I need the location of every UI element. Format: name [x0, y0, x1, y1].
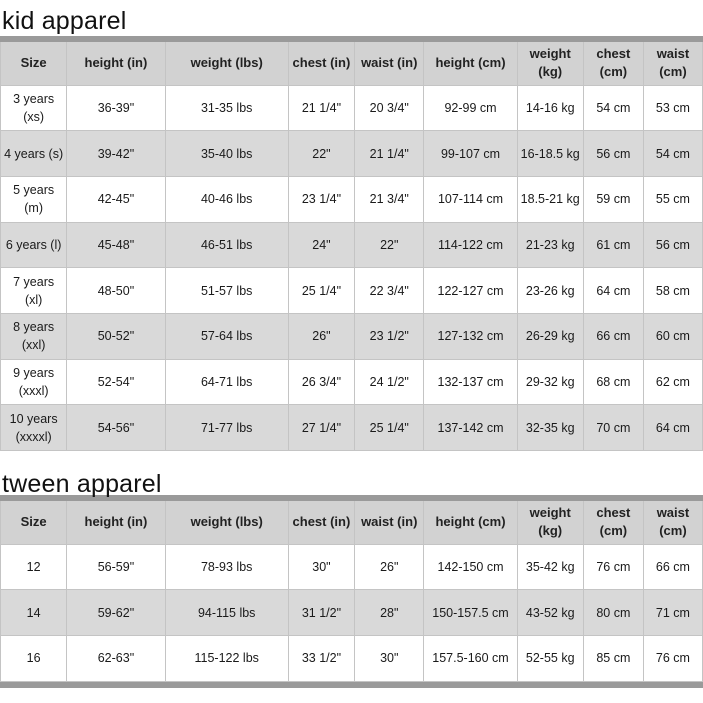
- column-header: weight (kg): [517, 498, 583, 544]
- table-cell: 14-16 kg: [517, 85, 583, 131]
- table-cell: 4 years (s): [1, 131, 67, 177]
- table-cell: 58 cm: [643, 268, 702, 314]
- column-header: weight (lbs): [165, 39, 288, 85]
- table-cell: 59 cm: [583, 176, 643, 222]
- table-row: [1, 590, 703, 636]
- kid-apparel-title: kid apparel: [2, 7, 127, 35]
- table-row: [1, 222, 703, 268]
- table-cell: 61 cm: [583, 222, 643, 268]
- table-cell: 150-157.5 cm: [424, 590, 517, 636]
- table-row: [1, 313, 703, 359]
- table-cell: 80 cm: [583, 590, 643, 636]
- table-cell: 29-32 kg: [517, 359, 583, 405]
- table-cell: 56 cm: [583, 131, 643, 177]
- table-cell: 53 cm: [643, 85, 702, 131]
- table-cell: 12: [1, 544, 67, 590]
- column-header: chest (in): [288, 498, 354, 544]
- table-cell: 59-62": [67, 590, 165, 636]
- table-cell: 25 1/4": [288, 268, 354, 314]
- table-cell: 5 years (m): [1, 176, 67, 222]
- table-cell: 35-40 lbs: [165, 131, 288, 177]
- table-cell: 26": [355, 544, 424, 590]
- table-header-row: [1, 39, 703, 85]
- column-header: Size: [1, 39, 67, 85]
- table-cell: 39-42": [67, 131, 165, 177]
- table-cell: 64 cm: [643, 405, 702, 451]
- table-row: [1, 85, 703, 131]
- table-cell: 40-46 lbs: [165, 176, 288, 222]
- table-cell: 3 years (xs): [1, 85, 67, 131]
- table-cell: 18.5-21 kg: [517, 176, 583, 222]
- table-row: [1, 268, 703, 314]
- table-cell: 30": [355, 635, 424, 681]
- table-cell: 31-35 lbs: [165, 85, 288, 131]
- table-cell: 36-39": [67, 85, 165, 131]
- table-cell: 51-57 lbs: [165, 268, 288, 314]
- table-cell: 76 cm: [643, 635, 702, 681]
- table-cell: 22": [355, 222, 424, 268]
- table-cell: 23-26 kg: [517, 268, 583, 314]
- tween-apparel-section: [0, 459, 703, 688]
- table-cell: 64-71 lbs: [165, 359, 288, 405]
- table-cell: 24": [288, 222, 354, 268]
- table-cell: 132-137 cm: [424, 359, 517, 405]
- table-cell: 92-99 cm: [424, 85, 517, 131]
- table-cell: 137-142 cm: [424, 405, 517, 451]
- column-header: waist (cm): [643, 498, 702, 544]
- table-row: [1, 635, 703, 681]
- table-cell: 54-56": [67, 405, 165, 451]
- table-cell: 56-59": [67, 544, 165, 590]
- table-cell: 66 cm: [583, 313, 643, 359]
- column-header: height (in): [67, 498, 165, 544]
- column-header: waist (cm): [643, 39, 702, 85]
- table-row: [1, 359, 703, 405]
- table-cell: 21-23 kg: [517, 222, 583, 268]
- table-cell: 23 1/4": [288, 176, 354, 222]
- table-cell: 6 years (l): [1, 222, 67, 268]
- table-cell: 94-115 lbs: [165, 590, 288, 636]
- table-cell: 31 1/2": [288, 590, 354, 636]
- table-cell: 142-150 cm: [424, 544, 517, 590]
- table-cell: 50-52": [67, 313, 165, 359]
- table-cell: 7 years (xl): [1, 268, 67, 314]
- table-row: [1, 405, 703, 451]
- table-cell: 25 1/4": [355, 405, 424, 451]
- table-cell: 26 3/4": [288, 359, 354, 405]
- column-header: height (cm): [424, 498, 517, 544]
- table-cell: 46-51 lbs: [165, 222, 288, 268]
- column-header: waist (in): [355, 498, 424, 544]
- table-cell: 30": [288, 544, 354, 590]
- table-cell: 14: [1, 590, 67, 636]
- column-header: chest (in): [288, 39, 354, 85]
- table-row: [1, 176, 703, 222]
- table-cell: 16: [1, 635, 67, 681]
- table-cell: 10 years (xxxxl): [1, 405, 67, 451]
- table-cell: 35-42 kg: [517, 544, 583, 590]
- column-header: height (in): [67, 39, 165, 85]
- table-cell: 22 3/4": [355, 268, 424, 314]
- table-cell: 42-45": [67, 176, 165, 222]
- table-cell: 71-77 lbs: [165, 405, 288, 451]
- table-cell: 54 cm: [583, 85, 643, 131]
- table-cell: 60 cm: [643, 313, 702, 359]
- table-cell: 85 cm: [583, 635, 643, 681]
- table-cell: 115-122 lbs: [165, 635, 288, 681]
- table-cell: 54 cm: [643, 131, 702, 177]
- table-cell: 70 cm: [583, 405, 643, 451]
- table-cell: 27 1/4": [288, 405, 354, 451]
- tween-size-table: [0, 495, 703, 682]
- column-header: waist (in): [355, 39, 424, 85]
- table-cell: 52-55 kg: [517, 635, 583, 681]
- table-cell: 48-50": [67, 268, 165, 314]
- table-cell: 26": [288, 313, 354, 359]
- table-cell: 28": [355, 590, 424, 636]
- table-cell: 56 cm: [643, 222, 702, 268]
- table-cell: 32-35 kg: [517, 405, 583, 451]
- column-header: height (cm): [424, 39, 517, 85]
- table-row: [1, 131, 703, 177]
- column-header: weight (lbs): [165, 498, 288, 544]
- column-header: weight (kg): [517, 39, 583, 85]
- table-cell: 45-48": [67, 222, 165, 268]
- table-cell: 21 3/4": [355, 176, 424, 222]
- table-cell: 66 cm: [643, 544, 702, 590]
- table-cell: 57-64 lbs: [165, 313, 288, 359]
- table-cell: 76 cm: [583, 544, 643, 590]
- table-cell: 55 cm: [643, 176, 702, 222]
- table-cell: 64 cm: [583, 268, 643, 314]
- table-cell: 22": [288, 131, 354, 177]
- table-cell: 8 years (xxl): [1, 313, 67, 359]
- table-bottom-rule: [0, 682, 703, 688]
- table-cell: 24 1/2": [355, 359, 424, 405]
- table-cell: 23 1/2": [355, 313, 424, 359]
- column-header: chest (cm): [583, 39, 643, 85]
- table-cell: 9 years (xxxl): [1, 359, 67, 405]
- table-header-row: [1, 498, 703, 544]
- table-cell: 127-132 cm: [424, 313, 517, 359]
- table-cell: 71 cm: [643, 590, 702, 636]
- table-cell: 107-114 cm: [424, 176, 517, 222]
- table-cell: 43-52 kg: [517, 590, 583, 636]
- table-row: [1, 544, 703, 590]
- table-cell: 62 cm: [643, 359, 702, 405]
- table-cell: 20 3/4": [355, 85, 424, 131]
- column-header: chest (cm): [583, 498, 643, 544]
- table-cell: 122-127 cm: [424, 268, 517, 314]
- table-cell: 114-122 cm: [424, 222, 517, 268]
- column-header: Size: [1, 498, 67, 544]
- table-cell: 21 1/4": [288, 85, 354, 131]
- table-cell: 26-29 kg: [517, 313, 583, 359]
- table-cell: 78-93 lbs: [165, 544, 288, 590]
- table-cell: 52-54": [67, 359, 165, 405]
- table-cell: 157.5-160 cm: [424, 635, 517, 681]
- table-cell: 68 cm: [583, 359, 643, 405]
- kid-size-table: [0, 36, 703, 451]
- table-cell: 99-107 cm: [424, 131, 517, 177]
- table-cell: 33 1/2": [288, 635, 354, 681]
- tween-apparel-title: tween apparel: [2, 470, 162, 498]
- table-cell: 62-63": [67, 635, 165, 681]
- table-cell: 16-18.5 kg: [517, 131, 583, 177]
- table-cell: 21 1/4": [355, 131, 424, 177]
